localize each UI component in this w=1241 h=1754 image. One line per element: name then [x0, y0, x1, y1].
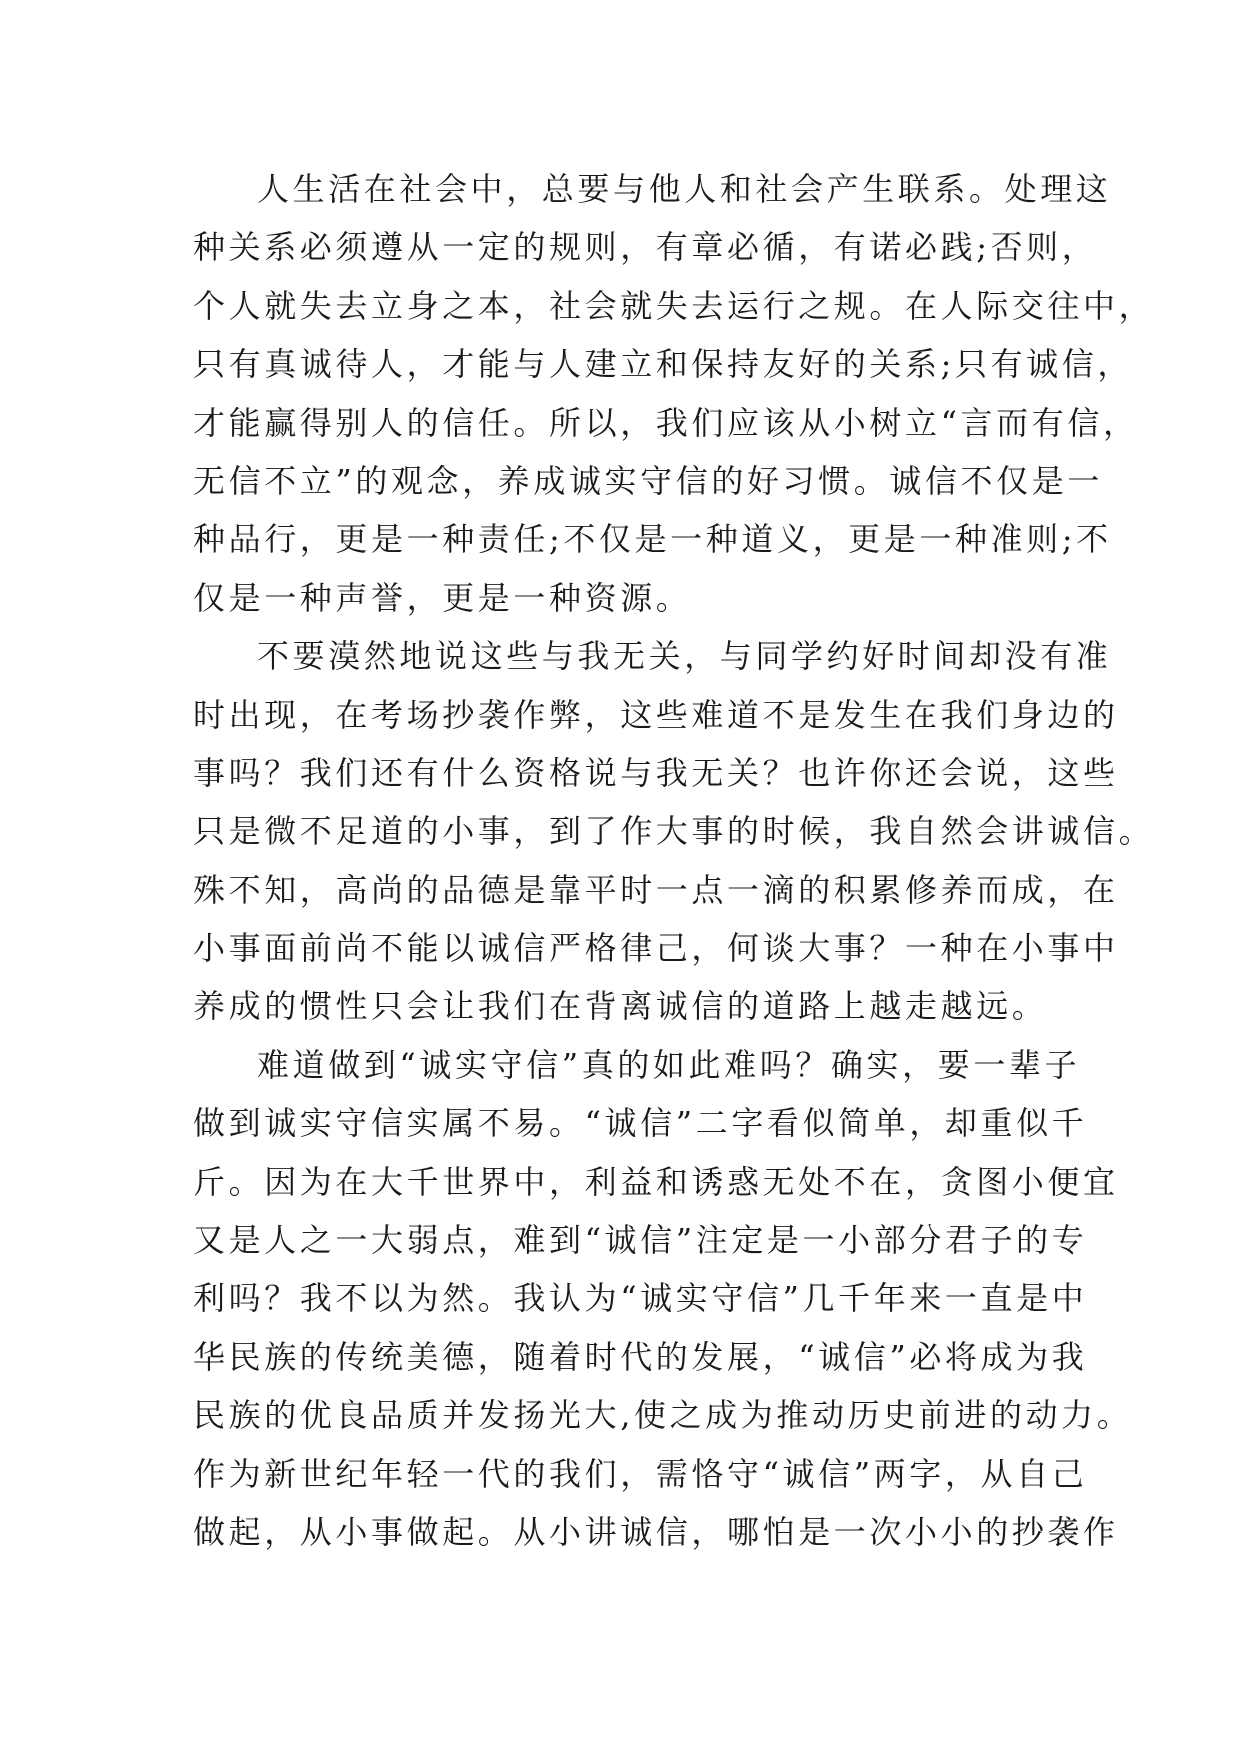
- text-line: 才能赢得别人的信任。所以，我们应该从小树立“言而有信，: [193, 403, 1139, 442]
- text-line: 只有真诚待人，才能与人建立和保持友好的关系;只有诚信，: [193, 345, 1133, 384]
- text-line: 斤。因为在大千世界中，利益和诱惑无处不在，贪图小便宜: [193, 1162, 1119, 1201]
- text-line: 又是人之一大弱点，难到“诚信”注定是一小部分君子的专: [193, 1221, 1088, 1260]
- text-line: 人生活在社会中，总要与他人和社会产生联系。处理这: [257, 170, 1112, 208]
- document-body: [193, 160, 1155, 1561]
- text-line: 种关系必须遵从一定的规则，有章必循，有诺必践;否则，: [193, 228, 1098, 267]
- text-line: 事吗？我们还有什么资格说与我无关？也许你还会说，这些: [193, 753, 1119, 792]
- text-line: 做起，从小事做起。从小讲诚信，哪怕是一次小小的抄袭作: [193, 1512, 1119, 1551]
- text-line: 仅是一种声誉，更是一种资源。: [193, 578, 692, 617]
- text-line: 作为新世纪年轻一代的我们，需恪守“诚信”两字，从自己: [193, 1454, 1088, 1493]
- text-line: 华民族的传统美德，随着时代的发展，“诚信”必将成为我: [193, 1337, 1088, 1376]
- text-line: 种品行，更是一种责任;不仅是一种道义，更是一种准则;不: [193, 520, 1112, 559]
- text-line: 殊不知，高尚的品德是靠平时一点一滴的积累修养而成，在: [193, 870, 1119, 909]
- text-line: 民族的优良品质并发扬光大,使之成为推动历史前进的动力。: [193, 1396, 1133, 1435]
- text-line: 小事面前尚不能以诚信严格律己，何谈大事？一种在小事中: [193, 929, 1119, 968]
- text-line: 不要漠然地说这些与我无关，与同学约好时间却没有准: [257, 637, 1112, 676]
- text-line: 养成的惯性只会让我们在背离诚信的道路上越走越远。: [193, 987, 1048, 1026]
- text-line: 无信不立”的观念，养成诚实守信的好习惯。诚信不仅是一: [193, 461, 1103, 500]
- text-line: 做到诚实守信实属不易。“诚信”二字看似简单，却重似千: [193, 1104, 1088, 1143]
- text-line: 难道做到“诚实守信”真的如此难吗？确实，要一辈子: [257, 1045, 1081, 1084]
- text-line: 时出现，在考场抄袭作弊，这些难道不是发生在我们身边的: [193, 695, 1119, 734]
- text-line: 个人就失去立身之本，社会就失去运行之规。在人际交往中，: [193, 286, 1155, 325]
- text-line: 只是微不足道的小事，到了作大事的时候，我自然会讲诚信。: [193, 812, 1155, 851]
- text-line: 利吗？我不以为然。我认为“诚实守信”几千年来一直是中: [193, 1279, 1088, 1318]
